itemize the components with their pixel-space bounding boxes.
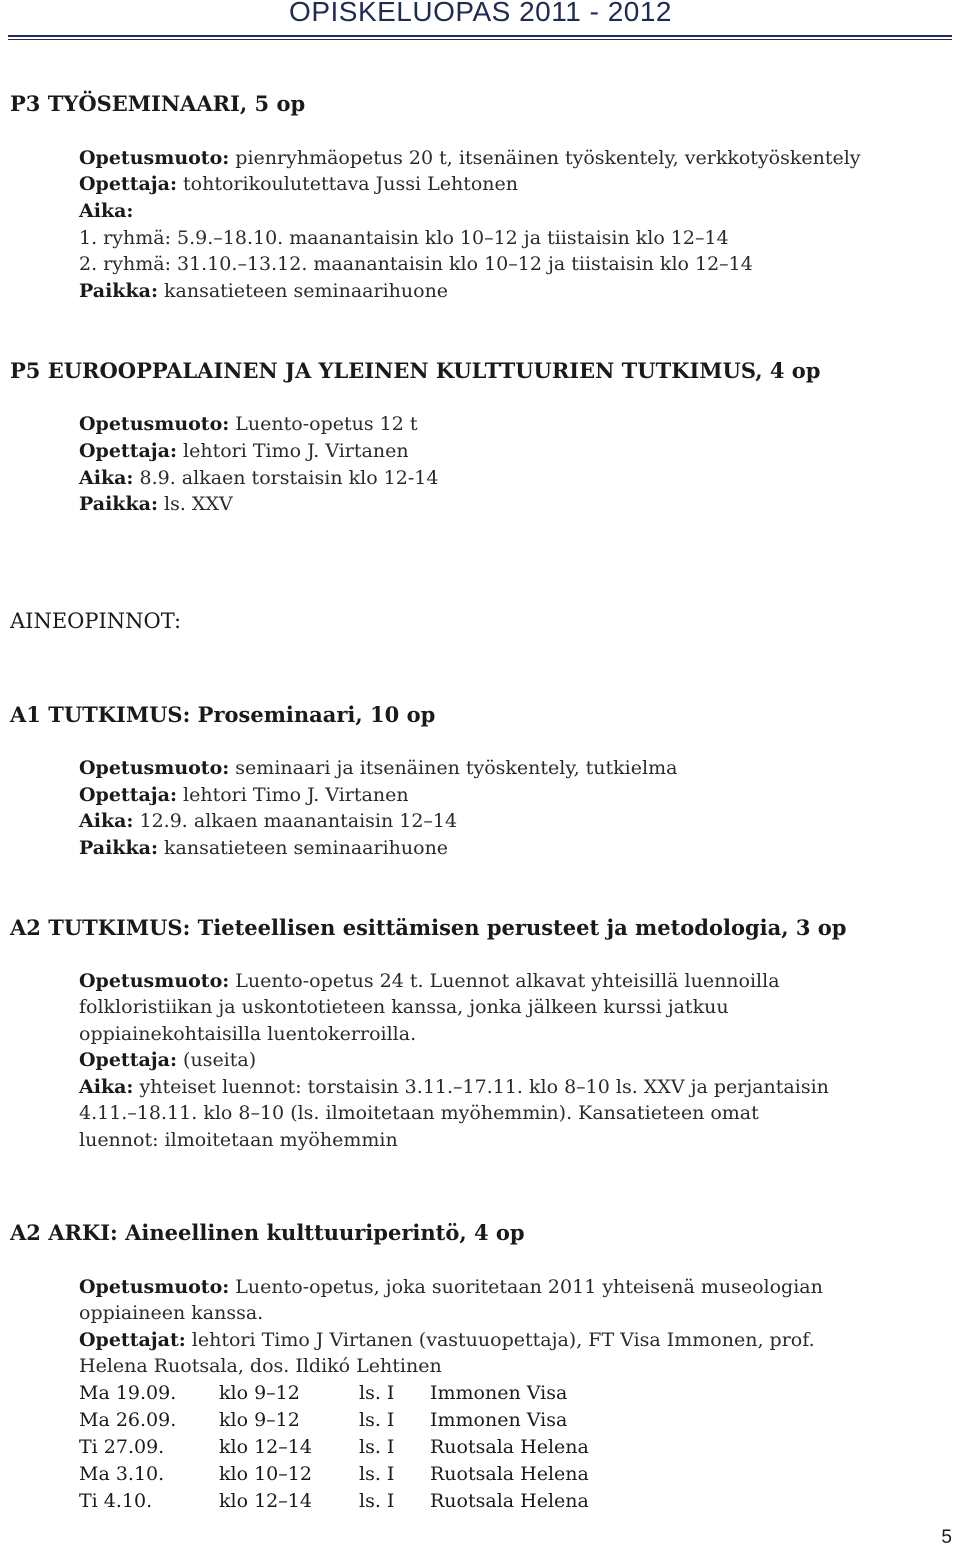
p3-opetusmuoto [79,145,861,171]
a2a-opettajat-line2: Helena Ruotsala, dos. Ildikó Lehtinen [79,1355,442,1377]
label: Opetusmuoto: [79,147,230,169]
label: Aika: [79,810,134,832]
label: Opettajat: [79,1329,186,1351]
label: Opetusmuoto: [79,413,230,435]
schedule-time: klo 12–14 [219,1436,312,1458]
schedule-date: Ma 19.09. [79,1382,177,1404]
p3-group1: 1. ryhmä: 5.9.–18.10. maanantaisin klo 10–12 ja tiistaisin klo 12–14 [79,227,729,249]
schedule-date: Ti 27.09. [79,1436,165,1458]
schedule-room: ls. I [359,1463,395,1485]
a2t-opetusmuoto-line2: folkloristiikan ja uskontotieteen kanssa, jonka jälkeen kurssi jatkuu [79,996,729,1018]
a2t-aika [79,1074,829,1100]
value: Luento-opetus, joka suoritetaan 2011 yhteisenä museologian [229,1276,823,1298]
schedule-teacher: Immonen Visa [430,1409,568,1431]
schedule-time: klo 9–12 [219,1382,300,1404]
a2a-opetusmuoto-line2: oppiaineen kanssa. [79,1302,264,1324]
a1-opetusmuoto [79,755,677,781]
section-title-p5: P5 EUROOPPALAINEN JA YLEINEN KULTTUURIEN TUTKIMUS, 4 op [10,358,821,383]
page-header [0,0,960,44]
schedule-teacher: Ruotsala Helena [430,1463,589,1485]
label: Opetusmuoto: [79,757,230,779]
label: Aika: [79,467,134,489]
label: Paikka: [79,493,158,515]
label: Paikka: [79,837,158,859]
section-title-p3: P3 TYÖSEMINAARI, 5 op [10,91,306,116]
label: Opettaja: [79,1049,177,1071]
a2t-opettaja [79,1047,256,1073]
a1-opettaja [79,782,409,808]
value: kansatieteen seminaarihuone [157,280,449,302]
schedule-room: ls. I [359,1436,395,1458]
header-title: OPISKELUOPAS 2011 - 2012 [289,0,672,27]
a2a-opetusmuoto [79,1274,823,1300]
section-title-a1: A1 TUTKIMUS: Proseminaari, 10 op [10,702,436,727]
a2t-opetusmuoto-line3: oppiainekohtaisilla luentokerroilla. [79,1023,417,1045]
label: Opettaja: [79,784,177,806]
value: seminaari ja itsenäinen työskentely, tutkielma [229,757,678,779]
schedule-date: Ti 4.10. [79,1490,153,1512]
value: ls. XXV [157,493,233,515]
label: Opettaja: [79,440,177,462]
schedule-room: ls. I [359,1409,395,1431]
a1-paikka [79,835,448,861]
label: Aika: [79,1076,134,1098]
section-title-aineopinnot: AINEOPINNOT: [10,609,182,633]
page-number: 5 [941,1527,952,1548]
a2t-aika-line2: 4.11.–18.11. klo 8–10 (ls. ilmoitetaan myöhemmin). Kansatieteen omat [79,1102,759,1124]
schedule-date: Ma 26.09. [79,1409,177,1431]
schedule-time: klo 12–14 [219,1490,312,1512]
value: 8.9. alkaen torstaisin klo 12-14 [133,467,439,489]
section-title-a2-arki: A2 ARKI: Aineellinen kulttuuriperintö, 4 op [10,1220,525,1245]
a1-aika [79,808,457,834]
value: (useita) [177,1049,257,1071]
schedule-teacher: Immonen Visa [430,1382,568,1404]
label: Opettaja: [79,173,177,195]
value: lehtori Timo J Virtanen (vastuuopettaja), FT Visa Immonen, prof. [185,1329,815,1351]
value: Luento-opetus 24 t. Luennot alkavat yhteisillä luennoilla [229,970,780,992]
label: Aika: [79,200,134,222]
a2t-opetusmuoto [79,968,780,994]
schedule-date: Ma 3.10. [79,1463,165,1485]
p5-opettaja [79,438,409,464]
value: pienryhmäopetus 20 t, itsenäinen työskentely, verkkotyöskentely [229,147,861,169]
p3-paikka [79,278,448,304]
value: 12.9. alkaen maanantaisin 12–14 [133,810,458,832]
schedule-time: klo 9–12 [219,1409,300,1431]
schedule-time: klo 10–12 [219,1463,312,1485]
value: lehtori Timo J. Virtanen [177,784,409,806]
a2t-aika-line3: luennot: ilmoitetaan myöhemmin [79,1129,398,1151]
value: tohtorikoulutettava Jussi Lehtonen [177,173,519,195]
label: Opetusmuoto: [79,1276,230,1298]
label: Paikka: [79,280,158,302]
label: Opetusmuoto: [79,970,230,992]
p5-aika [79,465,438,491]
p3-aika [79,198,133,224]
p3-group2: 2. ryhmä: 31.10.–13.12. maanantaisin klo 10–12 ja tiistaisin klo 12–14 [79,253,753,275]
p5-opetusmuoto [79,411,418,437]
schedule-teacher: Ruotsala Helena [430,1436,589,1458]
section-title-a2-tutkimus: A2 TUTKIMUS: Tieteellisen esittämisen perusteet ja metodologia, 3 op [10,915,847,940]
header-rule [8,35,952,40]
schedule-room: ls. I [359,1382,395,1404]
schedule-room: ls. I [359,1490,395,1512]
p5-paikka [79,491,233,517]
value: yhteiset luennot: torstaisin 3.11.–17.11. klo 8–10 ls. XXV ja perjantaisin [133,1076,829,1098]
schedule-teacher: Ruotsala Helena [430,1490,589,1512]
p3-opettaja [79,171,518,197]
value: Luento-opetus 12 t [229,413,418,435]
value: lehtori Timo J. Virtanen [177,440,409,462]
value: kansatieteen seminaarihuone [157,837,449,859]
a2a-opettajat [79,1327,815,1353]
